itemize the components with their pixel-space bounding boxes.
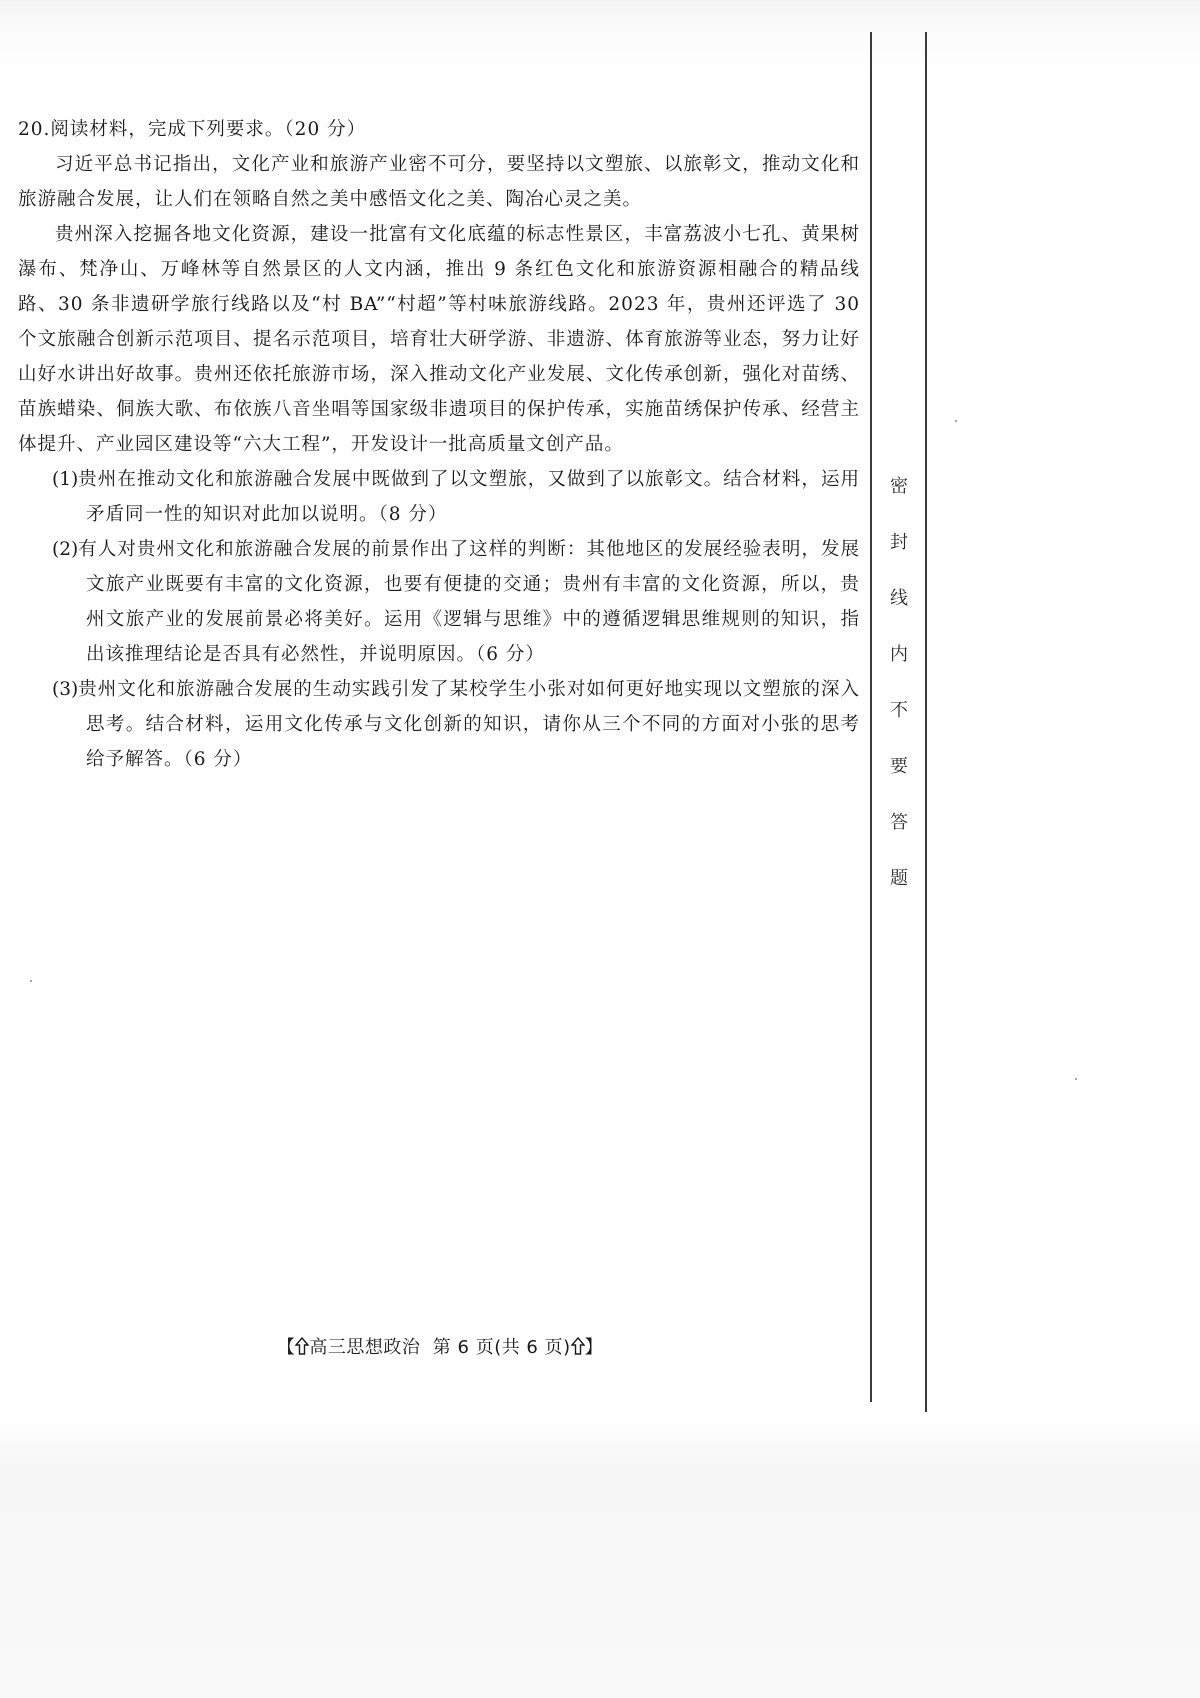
- sub-question-text: 有人对贵州文化和旅游融合发展的前景作出了这样的判断：其他地区的发展经验表明，发展文旅产业既要有丰富的文化资源，也要有便捷的交通；贵州有丰富的文化资源，所以，贵州文旅产业的发展前景必将美好。运用《逻辑与思维》中的遵循逻辑思维规则的知识，指出该推理结论是否具有必然性，并说明原因。（6 分）: [78, 539, 860, 665]
- material-paragraph: 贵州深入挖掘各地文化资源，建设一批富有文化底蕴的标志性景区，丰富荔波小七孔、黄果树瀑布、梵净山、万峰林等自然景区的人文内涵，推出 9 条红色文化和旅游资源相融合的精品线路、30 条非遗研学旅行线路以及“村 BA”“村超”等村味旅游线路。2023 年，贵州还评选了 30 个文旅融合创新示范项目、提名示范项目，培育壮大研学游、非遗游、体育旅游等业态，努力让好山好水讲出好故事。贵州还依托旅游市场，深入推动文化产业发展、文化传承创新，强化对苗绣、苗族蜡染、侗族大歌、布依族八音坐唱等国家级非遗项目的保护传承，实施苗绣保护传承、经营主体提升、产业园区建设等“六大工程”，开发设计一批高质量文创产品。: [18, 224, 860, 455]
- question-20: [18, 112, 860, 777]
- footer-page-number: 第 6 页(共 6 页): [432, 1337, 571, 1358]
- up-arrow-icon: [295, 1337, 309, 1355]
- sub-question-3: [18, 672, 860, 777]
- scan-speck: [1075, 1078, 1077, 1080]
- seal-char: 封: [890, 532, 908, 553]
- seal-char: 要: [890, 756, 908, 777]
- sub-questions: [18, 462, 860, 777]
- reading-material: [18, 147, 860, 462]
- scan-speck: [955, 420, 957, 422]
- material-paragraph: 习近平总书记指出，文化产业和旅游产业密不可分，要坚持以文塑旅、以旅彰文，推动文化和旅游融合发展，让人们在领略自然之美中感悟文化之美、陶冶心灵之美。: [18, 154, 860, 210]
- seal-char: 不: [890, 700, 908, 721]
- seal-line-notice: [884, 472, 914, 920]
- sub-question-number: (1): [52, 469, 79, 490]
- scan-speck: [30, 980, 32, 982]
- seal-line-left-rule: [870, 32, 872, 1402]
- page-footer: [0, 1333, 880, 1359]
- seal-line-margin: [870, 32, 940, 1412]
- footer-bracket-open: 【: [276, 1337, 296, 1358]
- sub-question-number: (3): [52, 679, 79, 700]
- sub-question-1: [18, 462, 860, 532]
- footer-subject: 高三思想政治: [309, 1337, 421, 1358]
- footer-bracket-close: 】: [584, 1337, 604, 1358]
- sub-question-text: 贵州在推动文化和旅游融合发展中既做到了以文塑旅，又做到了以旅彰文。结合材料，运用矛盾同一性的知识对此加以说明。（8 分）: [78, 469, 860, 525]
- seal-char: 内: [890, 644, 908, 665]
- seal-line-right-rule: [925, 32, 927, 1412]
- up-arrow-icon: [571, 1337, 585, 1355]
- seal-char: 线: [890, 588, 908, 609]
- seal-char: 题: [890, 868, 908, 889]
- sub-question-number: (2): [52, 539, 79, 560]
- sub-question-2: [18, 532, 860, 672]
- seal-char: 答: [890, 812, 908, 833]
- seal-char: 密: [890, 476, 908, 497]
- question-header: 20.阅读材料，完成下列要求。（20 分）: [18, 119, 367, 140]
- sub-question-text: 贵州文化和旅游融合发展的生动实践引发了某校学生小张对如何更好地实现以文塑旅的深入思考。结合材料，运用文化传承与文化创新的知识，请你从三个不同的方面对小张的思考给予解答。（6 分）: [78, 679, 860, 770]
